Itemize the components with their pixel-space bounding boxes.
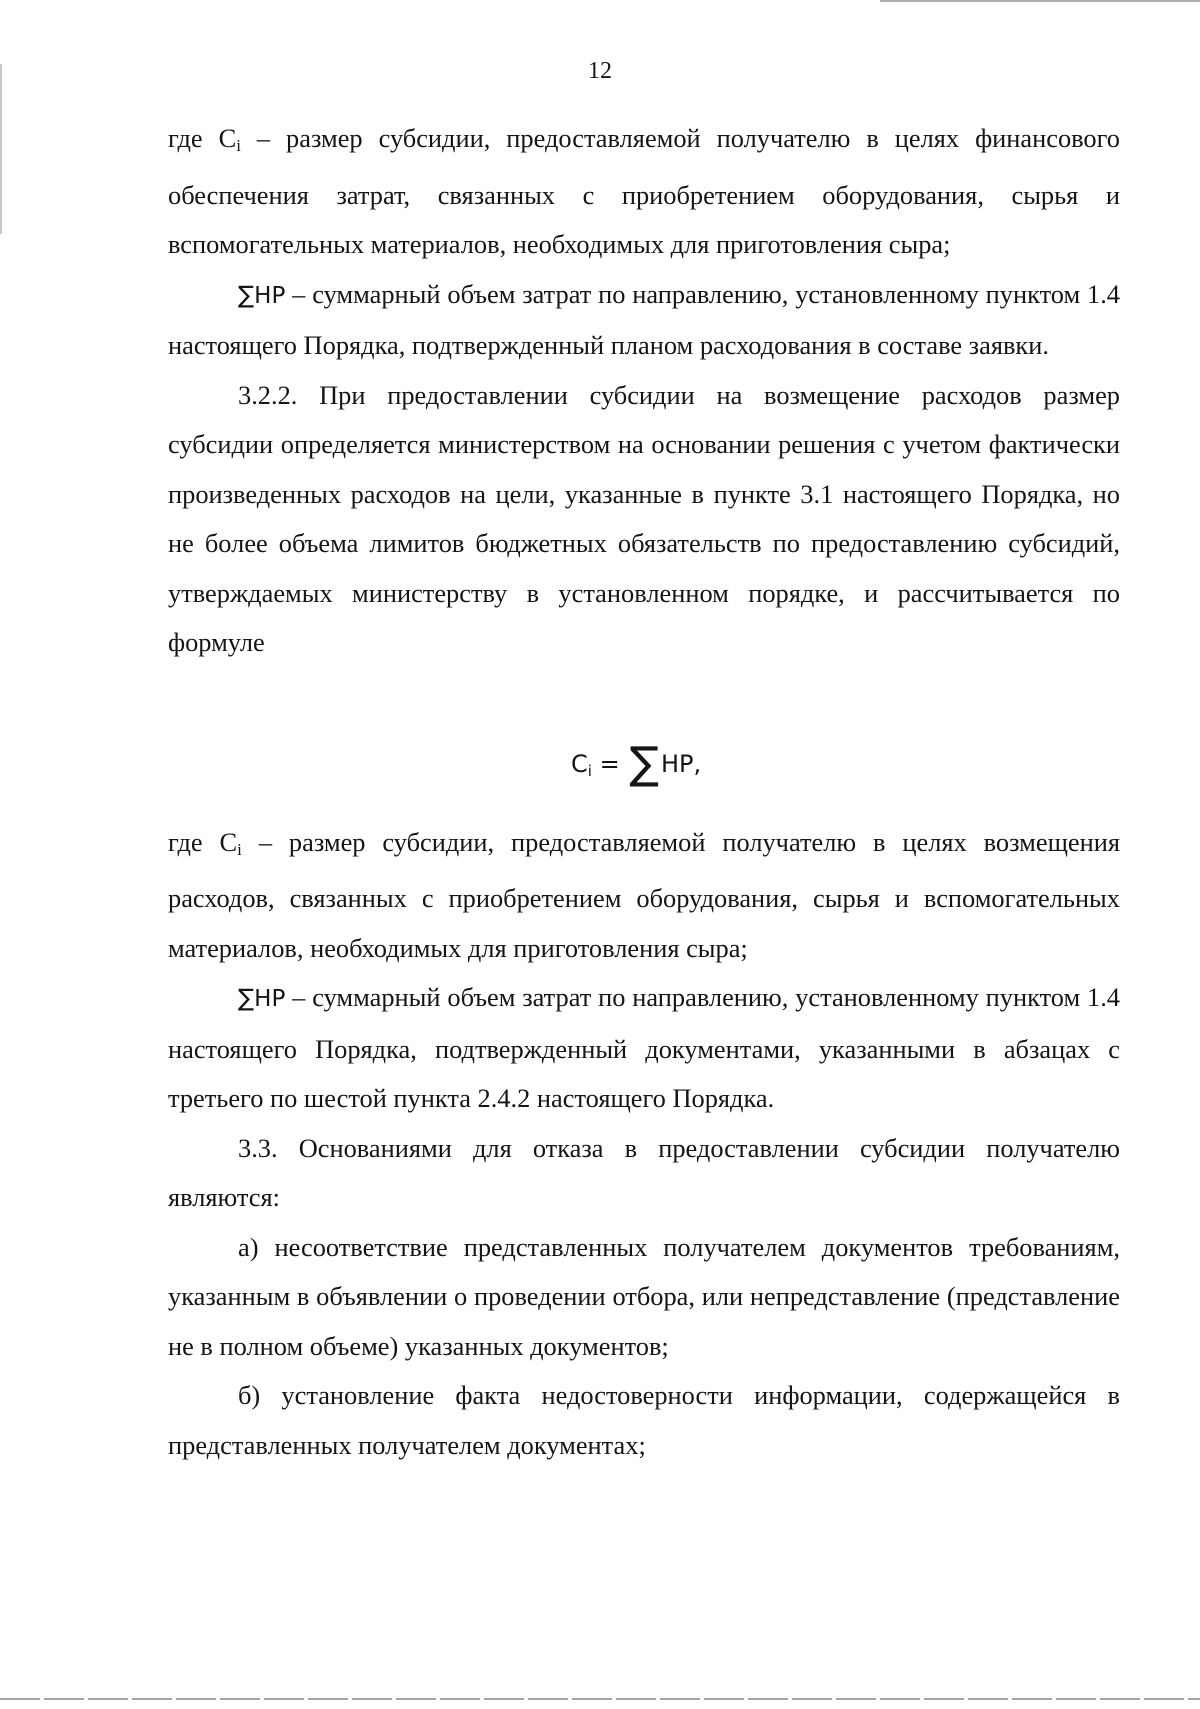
paragraph-definition-sum-hp-documents bbox=[168, 973, 1120, 1124]
paragraph-definition-ci-financing bbox=[168, 114, 1120, 270]
formula-lhs-subscript: i bbox=[587, 761, 592, 780]
formula-block bbox=[168, 668, 1120, 818]
paragraph-definition-ci-reimbursement bbox=[168, 818, 1120, 974]
paragraph-3-3 bbox=[168, 1124, 1120, 1223]
text-body: – суммарный объем затрат по направлению, установленному пунктом 1.4 настоящего Порядка, подтвержденный документами, указанными в абзацах с третьего по шестой пункта 2.4.2 настоящего Порядка. bbox=[168, 982, 1120, 1113]
document-body bbox=[168, 114, 1120, 1470]
paragraph-3-3-a bbox=[168, 1223, 1120, 1372]
sigma-symbol: ∑ bbox=[238, 984, 255, 1012]
scan-edge-left bbox=[0, 64, 2, 234]
sigma-symbol: ∑ bbox=[238, 280, 255, 309]
text-body: 3.3. Основаниями для отказа в предоставлении субсидии получателю являются: bbox=[168, 1132, 1120, 1212]
text-body: 3.2.2. При предоставлении субсидии на возмещение расходов размер субсидии определяется министерством на основании решения с учетом фактически произведенных расходов на цели, указанные в пункте 3.1 настоящего Порядка, но не более объема лимитов бюджетных обязательств по предоставлению субсидий, утверждаемых министерству в установленном порядке, и рассчитывается по формуле bbox=[168, 379, 1120, 657]
text-body: – суммарный объем затрат по направлению, установленному пунктом 1.4 настоящего Порядка, подтвержденный планом расходования в составе заявки. bbox=[168, 278, 1120, 360]
text-body: – размер субсидии, предоставляемой получателю в целях финансового обеспечения затрат, связанных с приобретением оборудования, сырья и вспомогательных материалов, необходимых для приготовления сыра; bbox=[168, 123, 1120, 259]
paragraph-3-2-2 bbox=[168, 371, 1120, 668]
formula-lhs: C bbox=[571, 749, 588, 778]
subscript-i: i bbox=[236, 136, 241, 155]
text-lead: где C bbox=[168, 826, 238, 857]
paragraph-3-3-b bbox=[168, 1371, 1120, 1470]
text-body: – размер субсидии, предоставляемой получателю в целях возмещения расходов, связанных с приобретением оборудования, сырья и вспомогательных материалов, необходимых для приготовления сыра; bbox=[168, 826, 1121, 963]
text-body: а) несоответствие представленных получателем документов требованиям, указанным в объявлении о проведении отбора, или непредставление (представление не в полном объеме) указанных документов; bbox=[168, 1231, 1120, 1361]
scan-edge-top bbox=[880, 0, 1200, 2]
subscript-i: i bbox=[237, 839, 242, 859]
text-lead: где C bbox=[168, 123, 237, 153]
hp-symbol: НР bbox=[254, 282, 286, 309]
page-number: 12 bbox=[588, 58, 612, 84]
formula-sigma: ∑ bbox=[629, 737, 659, 789]
scan-edge-bottom bbox=[0, 1698, 1200, 1700]
formula-rhs: НР, bbox=[660, 749, 702, 778]
text-body: б) установление факта недостоверности информации, содержащейся в представленных получателем документах; bbox=[168, 1380, 1120, 1460]
formula bbox=[571, 738, 701, 789]
formula-equals: = bbox=[591, 749, 628, 778]
hp-symbol: НР bbox=[254, 986, 286, 1012]
paragraph-definition-sum-hp-plan bbox=[168, 270, 1120, 371]
